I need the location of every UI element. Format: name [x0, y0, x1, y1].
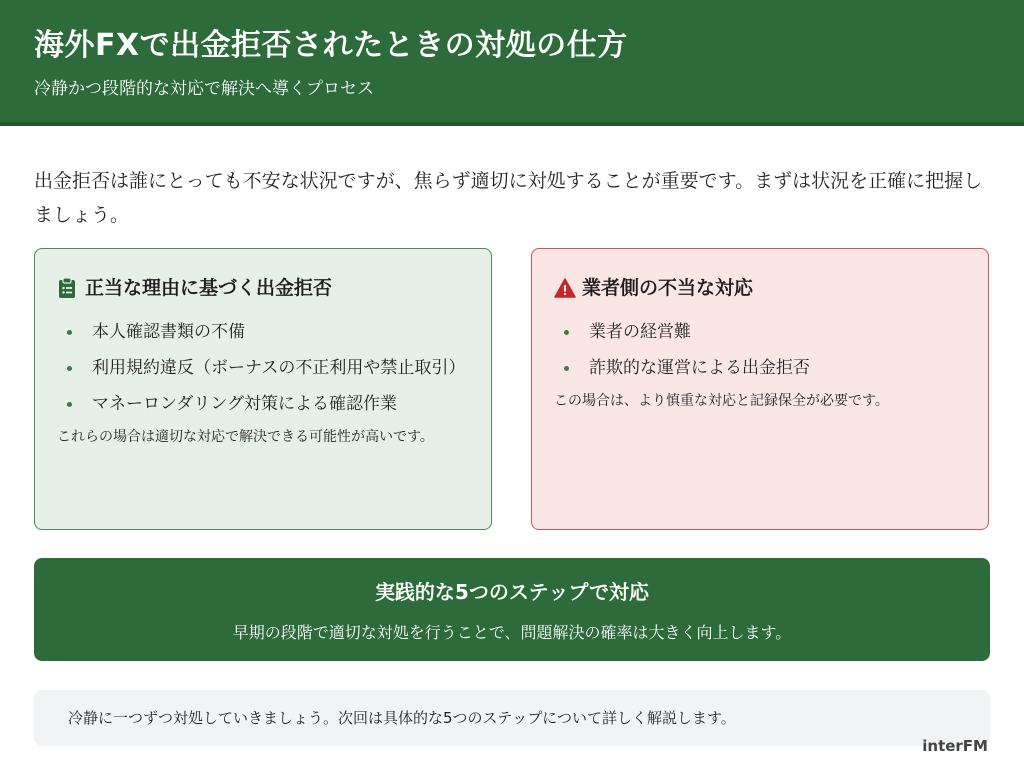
list-item: マネーロンダリング対策による確認作業	[65, 391, 469, 417]
improper-response-title: 業者側の不当な対応	[582, 277, 754, 299]
clipboard-icon	[57, 277, 77, 299]
legitimate-reasons-box	[34, 248, 492, 530]
list-item: 詐欺的な運営による出金拒否	[562, 355, 966, 381]
closing-note: 冷静に一つずつ対処していきましょう。次回は具体的な5つのステップについて詳しく解説します。	[34, 690, 990, 746]
improper-response-heading	[554, 273, 966, 303]
legitimate-reasons-note: これらの場合は適切な対応で解決できる可能性が高いです。	[57, 429, 434, 445]
page-subtitle: 冷静かつ段階的な対応で解決へ導くプロセス	[34, 79, 374, 99]
intro-text: 出金拒否は誰にとっても不安な状況ですが、焦らず適切に対処することが重要です。まずは状況を正確に把握しましょう。	[34, 170, 983, 226]
page-title: 海外FXで出金拒否されたときの対処の仕方	[34, 28, 628, 63]
brand-logo: interFM	[922, 737, 988, 755]
legitimate-reasons-heading	[57, 273, 469, 303]
header	[0, 0, 1024, 126]
improper-response-box	[531, 248, 989, 530]
legitimate-reasons-list	[57, 319, 469, 417]
legitimate-reasons-title: 正当な理由に基づく出金拒否	[85, 277, 333, 299]
improper-response-note: この場合は、より慎重な対応と記録保全が必要です。	[554, 393, 889, 409]
steps-banner-title: 実践的な5つのステップで対応	[374, 580, 650, 604]
steps-banner-text: 早期の段階で適切な対処を行うことで、問題解決の確率は大きく向上します。	[232, 623, 792, 642]
steps-banner	[34, 558, 990, 661]
warning-icon	[554, 277, 574, 299]
list-item: 業者の経営難	[562, 319, 966, 345]
list-item: 利用規約違反（ボーナスの不正利用や禁止取引）	[65, 355, 469, 381]
improper-response-list	[554, 319, 966, 381]
list-item: 本人確認書類の不備	[65, 319, 469, 345]
